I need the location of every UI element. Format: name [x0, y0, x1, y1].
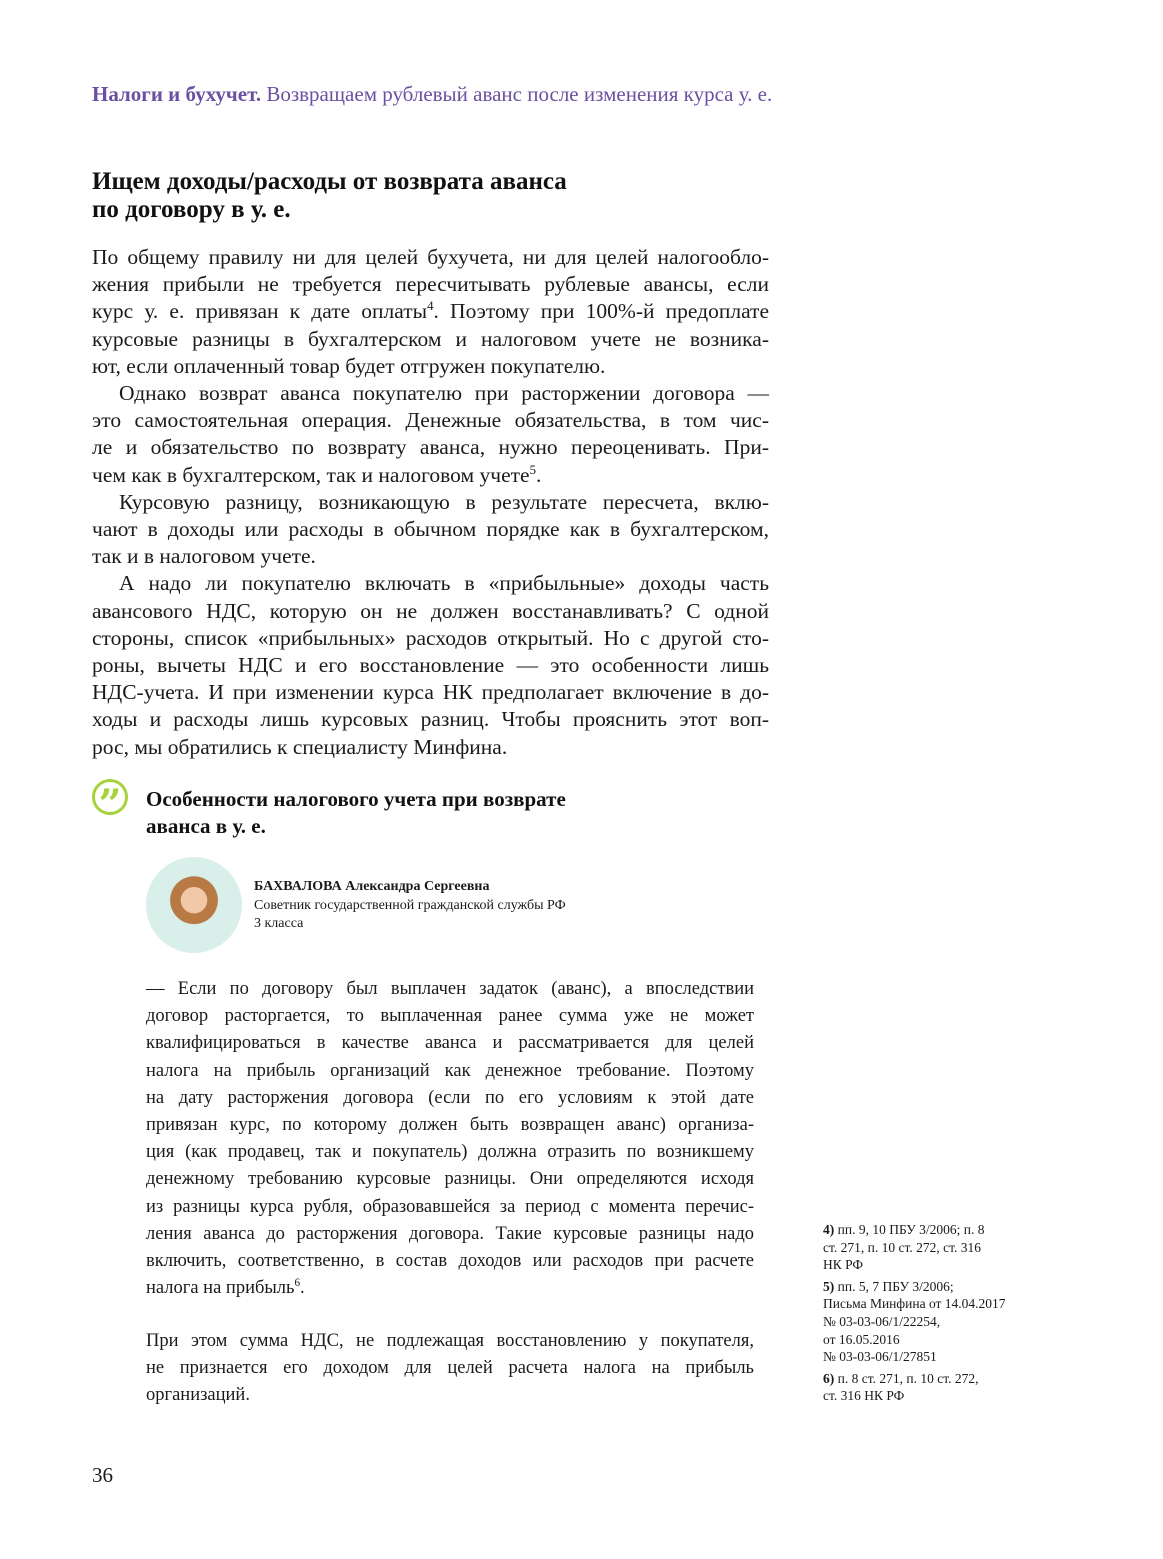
- text: ле и обязательство по возврату аванса, нужно переоценивать. При-: [92, 435, 769, 460]
- text-line: [146, 1275, 754, 1302]
- expert-position: 3 класса: [254, 916, 304, 931]
- text-line: [92, 489, 769, 516]
- footnote-line: [823, 1256, 1006, 1274]
- footnote-line: [823, 1370, 1006, 1388]
- footnotes: [823, 1221, 1006, 1409]
- text: чем как в бухгалтерском, так и налоговом учете: [92, 462, 530, 487]
- footnote-number: 4): [823, 1222, 835, 1237]
- text-line: [146, 1166, 754, 1193]
- heading-line: Ищем доходы/расходы от возврата аванса: [92, 168, 567, 195]
- footnote: [823, 1221, 1006, 1274]
- text-line: При этом сумма НДС, не подлежащая восстановлению у покупателя,: [146, 1331, 754, 1351]
- text-line: [146, 1112, 754, 1139]
- footnote-number: 6): [823, 1370, 835, 1386]
- text: ления аванса до расторжения договора. Такие курсовые разницы надо: [146, 1223, 754, 1244]
- expert-quote-continued: [146, 1328, 754, 1410]
- text: включить, соответственно, в состав доходов или расходов при расчете: [146, 1251, 754, 1272]
- text-line: [146, 1058, 754, 1085]
- text: № 03-03-06/1/22254,: [823, 1313, 941, 1329]
- text: ция (как продавец, так и покупатель) должна отразить по возникшему: [146, 1142, 754, 1163]
- text: рос, мы обратились к специалисту Минфина.: [92, 734, 508, 759]
- footnote-line: [823, 1313, 1006, 1331]
- text-line: [92, 652, 769, 679]
- text: А надо ли покупателю включать в «прибыльные» доходы часть: [119, 571, 769, 596]
- expert-info: [254, 878, 566, 934]
- text-line: [92, 326, 769, 353]
- text-line: [92, 598, 769, 625]
- text: Курсовую разницу, возникающую в результате пересчета, вклю-: [119, 489, 769, 514]
- text: . Поэтому при 100%-й предоплате: [433, 299, 769, 324]
- footnote-line: [823, 1387, 1006, 1405]
- text: — Если по договору был выплачен задаток (аванс), а впоследствии: [146, 979, 754, 999]
- text: это самостоятельная операция. Денежные обязательства, в том чис-: [92, 408, 769, 433]
- text: денежному требованию курсовые разницы. Они определяются исходя: [146, 1169, 754, 1190]
- heading-line: Особенности налогового учета при возврате: [146, 787, 566, 811]
- text-line: [92, 434, 769, 461]
- text: № 03-03-06/1/27851: [823, 1349, 937, 1365]
- body-text: [92, 244, 769, 761]
- text-line: [146, 1085, 754, 1112]
- text-line: [146, 1139, 754, 1166]
- text: НК РФ: [823, 1257, 864, 1273]
- footnote-number: 5): [823, 1278, 835, 1294]
- text-line: [146, 1030, 754, 1057]
- text: ст. 316 НК РФ: [823, 1388, 905, 1404]
- text-line: [146, 976, 754, 1003]
- text-line: [92, 543, 769, 570]
- text: .: [536, 462, 542, 487]
- text: налога на прибыль: [146, 1278, 295, 1299]
- text-line: [92, 244, 769, 271]
- text: привязан курс, по которому должен быть возвращен аванс) организа-: [146, 1115, 754, 1136]
- text-line: [146, 1221, 754, 1248]
- footnote-line: [823, 1239, 1006, 1257]
- text: на дату расторжения договора (если по его условиям к этой дате: [146, 1087, 754, 1108]
- text: роны, вычеты НДС и его восстановление — это особенности лишь: [92, 653, 769, 678]
- text: По общему правилу ни для целей бухучета, ни для целей налогообло-: [92, 245, 769, 269]
- running-header: [92, 82, 772, 107]
- text-line: [92, 380, 769, 407]
- expert-position: Советник государственной гражданской службы РФ: [254, 897, 566, 913]
- text: .: [300, 1278, 305, 1299]
- text: ходы и расходы лишь курсовых разниц. Чтобы прояснить этот воп-: [92, 707, 769, 732]
- footnote-line: [823, 1221, 1006, 1239]
- text: курсовые разницы в бухгалтерском и налоговом учете не возника-: [92, 326, 769, 351]
- heading-line: по договору в у. е.: [92, 196, 291, 223]
- text: Письма Минфина от 14.04.2017: [823, 1296, 1006, 1312]
- text-line: [92, 353, 769, 380]
- text-line: [92, 271, 769, 298]
- footnote-ref: 6: [294, 1277, 301, 1290]
- text-line: [92, 298, 769, 325]
- text: ют, если оплаченный товар будет отгружен покупателю.: [92, 353, 606, 378]
- text: Однако возврат аванса покупателю при расторжении договора —: [119, 381, 769, 406]
- text: стороны, список «прибыльных» расходов открытый. Но с другой сто-: [92, 625, 769, 650]
- text: от 16.05.2016: [823, 1331, 900, 1347]
- text-line: организаций.: [146, 1385, 250, 1406]
- text-line: [92, 706, 769, 733]
- text: НДС-учета. И при изменении курса НК предполагает включение в до-: [92, 680, 769, 705]
- text: пп. 9, 10 ПБУ 3/2006; п. 8: [837, 1222, 985, 1237]
- footnote: [823, 1370, 1006, 1405]
- text-line: [92, 679, 769, 706]
- text-line: не признается его доходом для целей расчета налога на прибыль: [146, 1358, 754, 1379]
- text: ст. 271, п. 10 ст. 272, ст. 316: [823, 1239, 981, 1255]
- text-line: [92, 516, 769, 543]
- page-number: 36: [92, 1463, 113, 1487]
- text: жения прибыли не требуется пересчитывать рублевые авансы, если: [92, 272, 769, 297]
- section-heading: [92, 168, 567, 224]
- footnote-ref: 5: [529, 462, 537, 477]
- expert-photo: [146, 857, 242, 953]
- quote-icon: ”: [92, 779, 128, 815]
- text-line: [92, 462, 769, 489]
- footnote-line: [823, 1331, 1006, 1349]
- footnote-line: [823, 1295, 1006, 1313]
- text-line: [92, 625, 769, 652]
- text: из разницы курса рубля, образовавшейся за период с момента перечис-: [146, 1196, 754, 1217]
- text: авансового НДС, которую он не должен восстанавливать? С одной: [92, 598, 769, 623]
- quote-heading: [146, 786, 566, 840]
- text-line: [92, 407, 769, 434]
- text: курс у. е. привязан к дате оплаты: [92, 299, 428, 324]
- text: договор расторгается, то выплаченная ранее сумма уже не может: [146, 1006, 754, 1027]
- text: так и в налоговом учете.: [92, 544, 316, 569]
- footnote: [823, 1278, 1006, 1366]
- text-line: [92, 570, 769, 597]
- article-title: Возвращаем рублевый аванс после изменения курса у. е.: [266, 82, 773, 106]
- text-line: [92, 734, 769, 761]
- heading-line: аванса в у. е.: [146, 814, 266, 838]
- expert-name: БАХВАЛОВА Александра Сергеевна: [254, 879, 490, 894]
- text: налога на прибыль организаций как денежное требование. Поэтому: [146, 1060, 754, 1081]
- text-line: [146, 1194, 754, 1221]
- text: чают в доходы или расходы в обычном порядке как в бухгалтерском,: [92, 517, 769, 542]
- text-line: [146, 1248, 754, 1275]
- text: п. 8 ст. 271, п. 10 ст. 272,: [837, 1370, 979, 1386]
- text: пп. 5, 7 ПБУ 3/2006;: [837, 1278, 954, 1294]
- footnote-line: [823, 1278, 1006, 1296]
- text-line: [146, 1003, 754, 1030]
- expert-quote: [146, 976, 754, 1302]
- footnote-line: [823, 1348, 1006, 1366]
- footnote-ref: 4: [427, 299, 434, 314]
- text: квалифицироваться в качестве аванса и рассматривается для целей: [146, 1033, 754, 1054]
- section-name: Налоги и бухучет.: [92, 82, 262, 106]
